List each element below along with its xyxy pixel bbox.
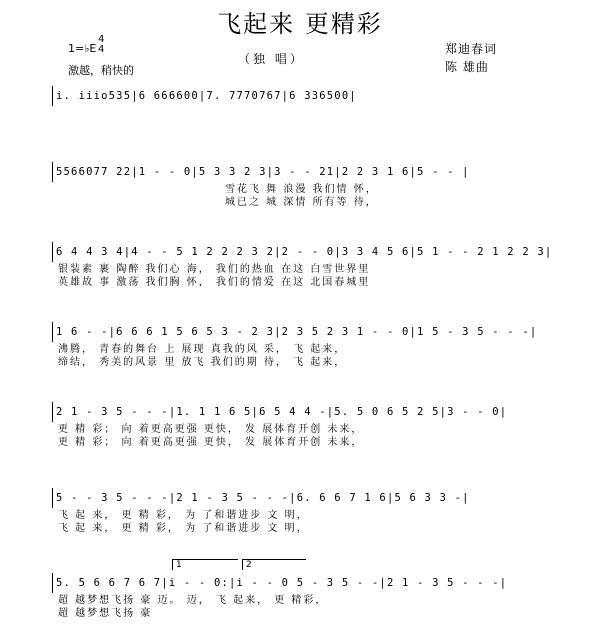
score-row: [0, 88, 600, 148]
score-row: [0, 490, 600, 550]
lyric-line-2: 飞 起 来， 更 精 彩， 为 了和谐进步 文 明，: [58, 523, 309, 534]
score-row: [0, 244, 600, 304]
staff-start-bar: [52, 86, 53, 106]
volta-bracket-2: 2: [242, 559, 306, 570]
notation-line: 5566077 22|1 - - 0|5 3 3 2 3|3 - - 21|2 2 3 1 6|5 - - |: [56, 166, 470, 178]
lyric-line-1: 雪花飞 舞 浪漫 我们情 怀，: [225, 184, 378, 195]
lyric-line-2: 更 精 彩； 向 着更高更强 更快， 发 展体育开创 未来，: [58, 437, 364, 448]
staff-start-bar: [52, 402, 53, 422]
lyric-line-1: 沸腾， 青春的舞台 上 展现 真我的风 采， 飞 起来，: [58, 344, 347, 355]
lyricist: 郑迪春词: [445, 42, 498, 56]
score-row: [0, 164, 600, 224]
lyric-line-2: 超 越梦想飞扬 豪: [58, 608, 153, 619]
lyric-line-1: 飞 起 来， 更 精 彩， 为 了和谐进步 文 明，: [58, 510, 309, 521]
staff-start-bar: [52, 573, 53, 593]
lyric-line-2: 英雄故 事 激荡 我们胸 怀， 我们的情爱 在这 北国春城里: [58, 277, 371, 288]
page-title: 飞起来 更精彩: [217, 10, 383, 38]
staff-start-bar: [52, 162, 53, 182]
score-row: [0, 404, 600, 464]
meter-bottom: 4: [98, 44, 105, 55]
lyric-line-1: 银装素 裹 陶醉 我们心 海， 我们的热血 在这 白雪世界里: [58, 264, 371, 275]
tempo-marking: 激越，稍快的: [68, 64, 134, 77]
notation-line: 5 - - 3 5 - - -|2 1 - 3 5 - - -|6. 6 6 7 1 6|5 6 3 3 -|: [56, 492, 470, 504]
staff-start-bar: [52, 322, 53, 342]
lyric-line-1: 更 精 彩； 向 着更高更强 更快， 发 展体育开创 未来，: [58, 424, 364, 435]
lyric-line-1: 超 越梦想飞扬 豪 迈。 迈， 飞 起来， 更 精彩，: [58, 595, 328, 606]
score-row: [0, 324, 600, 384]
subtitle: （独 唱）: [238, 52, 305, 66]
time-signature: [98, 35, 104, 55]
score-row: [0, 560, 600, 635]
composer: 陈 雄曲: [445, 60, 489, 74]
notation-line: 5. 5 6 6 7 6 7|i - - 0:|i - - 0 5 - 3 5 - -|2 1 - 3 5 - - -|: [56, 577, 508, 589]
meter-top: 4: [98, 34, 105, 45]
notation-line: 2 1 - 3 5 - - -|1. 1 1 6 5|6 5 4 4 -|5. 5 0 6 5 2 5|3 - - 0|: [56, 406, 508, 418]
key-signature: 1=♭E: [68, 42, 97, 55]
notation-line: i. iiiо535|6 666600|7. 7770767|6 336500|: [56, 90, 357, 102]
notation-line: 6 4 4 3 4|4 - - 5 1 2 2 2 3 2|2 - - 0|3 3 4 5 6|5 1 - - 2 1 2 2 3|: [56, 246, 553, 258]
notation-line: 1 6 - -|6 6 6 1 5 6 5 3 - 2 3|2 3 5 2 3 1 - - 0|1 5 - 3 5 - - -|: [56, 326, 538, 338]
lyric-line-2: 城已之 城 深情 所有等 待，: [225, 197, 378, 208]
staff-start-bar: [52, 242, 53, 262]
staff-start-bar: [52, 488, 53, 508]
lyric-line-2: 缔结， 秀美的风景 里 放飞 我们的期 待， 飞 起来，: [58, 357, 347, 368]
volta-bracket-1: 1: [172, 559, 238, 570]
